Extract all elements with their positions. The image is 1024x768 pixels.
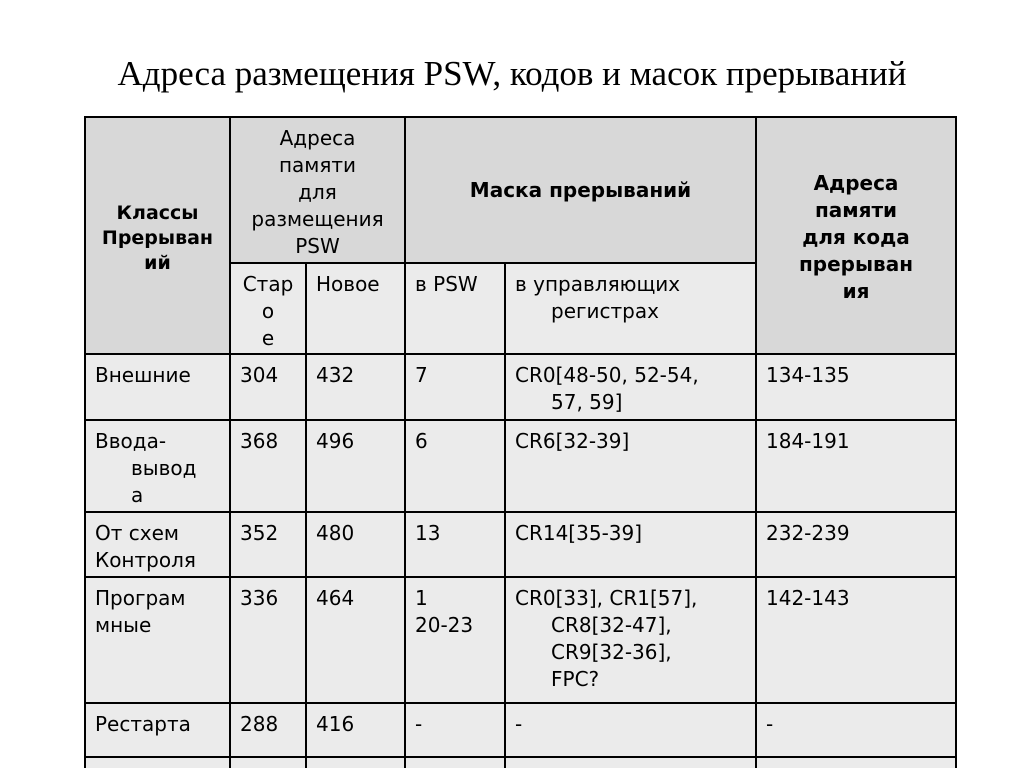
row-old: 304 [230, 354, 306, 420]
row-class [85, 703, 230, 757]
header-old-line: о [261, 299, 275, 323]
row-psw [405, 577, 505, 703]
regs-line: CR0[48-50, 52-54, [515, 363, 699, 387]
row-new: 480 [306, 512, 405, 577]
row-regs [505, 577, 756, 703]
regs-line: 57, 59] [551, 390, 623, 414]
header-code-addresses [756, 117, 956, 354]
header-psw-line: Адреса [279, 126, 356, 150]
header-code-line: ия [842, 279, 870, 303]
header-regs-line: в управляющих [515, 272, 681, 296]
psw-line: - [415, 712, 423, 736]
header-psw-addresses [230, 117, 405, 263]
row-class [85, 354, 230, 420]
psw-line: 6 [415, 429, 428, 453]
grid-line [84, 756, 957, 758]
grid-line [84, 116, 86, 768]
row-code: 142-143 [756, 577, 956, 703]
psw-line: 1 [415, 586, 428, 610]
grid-line [84, 702, 957, 704]
header-mask-regs [505, 263, 756, 354]
regs-line: CR9[32-36], [551, 640, 672, 664]
header-old [230, 263, 306, 354]
class-line: Внешние [95, 363, 191, 387]
grid-line [84, 511, 957, 513]
header-old-line: е [261, 326, 275, 350]
row-code: - [756, 703, 956, 757]
row-psw [405, 420, 505, 512]
header-classes-line: Классы [116, 202, 199, 224]
grid-line [229, 262, 757, 264]
header-classes-line: ий [144, 252, 171, 274]
grid-line [755, 116, 757, 768]
grid-line [955, 116, 957, 768]
header-psw-line: для [298, 180, 337, 204]
regs-line: CR14[35-39] [515, 521, 643, 545]
slide-title: Адреса размещения PSW, кодов и масок прерываний [117, 54, 907, 93]
header-code-line: прерыван [798, 252, 914, 276]
psw-line: 13 [415, 521, 441, 545]
row-psw [405, 703, 505, 757]
class-line: Програм [95, 586, 186, 610]
class-line: Ввода- [95, 429, 167, 453]
row-new: 464 [306, 577, 405, 703]
header-mask: Маска прерываний [405, 117, 756, 263]
row-code: 232-239 [756, 512, 956, 577]
header-code-line: памяти [814, 198, 898, 222]
row-code: 184-191 [756, 420, 956, 512]
class-line: Контроля [95, 548, 196, 572]
regs-line: - [515, 712, 523, 736]
header-regs-line: регистрах [551, 299, 659, 323]
row-new: 496 [306, 420, 405, 512]
class-line: мные [95, 613, 152, 637]
row-regs [505, 703, 756, 757]
header-psw-line: памяти [278, 153, 357, 177]
header-classes [85, 117, 230, 354]
row-new: 416 [306, 703, 405, 757]
regs-line: CR8[32-47], [551, 613, 672, 637]
row-class [85, 577, 230, 703]
row-psw [405, 512, 505, 577]
header-code-line: Адреса [813, 171, 899, 195]
row-regs [505, 354, 756, 420]
row-old: 368 [230, 420, 306, 512]
header-classes-line: Прерыван [101, 227, 214, 249]
header-new: Новое [306, 263, 405, 354]
class-line: вывод [131, 456, 197, 480]
header-psw-line: размещения [251, 207, 384, 231]
grid-line [84, 419, 957, 421]
grid-line [404, 116, 406, 768]
regs-line: FPC? [551, 667, 600, 691]
grid-line [504, 263, 506, 768]
row-psw [405, 354, 505, 420]
grid-line [84, 116, 957, 118]
row-old: 352 [230, 512, 306, 577]
regs-line: CR6[32-39] [515, 429, 630, 453]
regs-line: CR0[33], CR1[57], [515, 586, 698, 610]
class-line: а [131, 483, 144, 507]
class-line: От схем [95, 521, 179, 545]
header-old-line: Стар [242, 272, 294, 296]
row-new: 432 [306, 354, 405, 420]
grid-line [84, 353, 957, 355]
grid-line [305, 263, 307, 768]
grid-line [84, 576, 957, 578]
header-mask-psw: в PSW [405, 263, 505, 354]
row-class [85, 420, 230, 512]
row-code: 134-135 [756, 354, 956, 420]
row-regs [505, 512, 756, 577]
grid-line [229, 116, 231, 768]
header-psw-line: PSW [295, 234, 340, 258]
row-old: 336 [230, 577, 306, 703]
psw-line: 7 [415, 363, 428, 387]
psw-line: 20-23 [415, 613, 474, 637]
table-row-cut-off [85, 757, 956, 768]
row-regs [505, 420, 756, 512]
class-line: Рестарта [95, 712, 191, 736]
header-code-line: для кода [802, 225, 910, 249]
row-old: 288 [230, 703, 306, 757]
row-class [85, 512, 230, 577]
